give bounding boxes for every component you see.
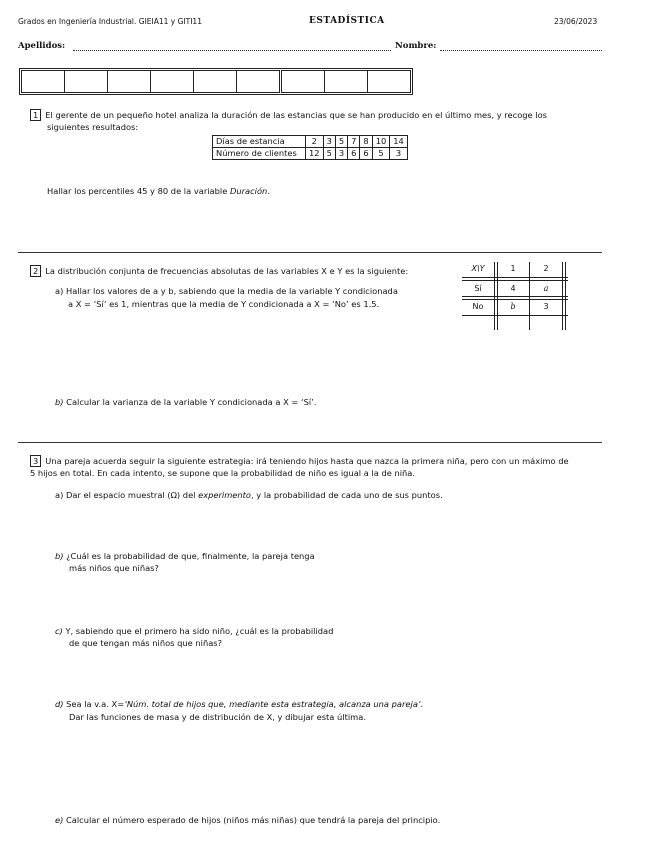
course-label: Grados en Ingeniería Industrial. GIEIA11 y GITI11 [18, 17, 202, 26]
table-cell: 10 [372, 136, 390, 148]
part-label: a) [55, 490, 64, 500]
q3-d-post: . [420, 699, 424, 709]
question-3 [30, 455, 606, 479]
divider [18, 252, 602, 253]
q3-d-italic: ‘Núm. total de hijos que, mediante esta estrategia, alcanza una pareja’ [124, 699, 421, 709]
grade-box-7[interactable] [281, 71, 325, 93]
joint-row-si: Sí [474, 284, 482, 293]
grade-box-2[interactable] [65, 71, 108, 93]
grade-box-5[interactable] [194, 71, 237, 93]
joint-cell: 4 [510, 284, 516, 293]
q2-b-text: Calcular la varianza de la variable Y condicionada a X = ‘Sí’. [66, 397, 317, 407]
grade-boxes [19, 68, 413, 95]
q1-task-variable: Duración [229, 186, 268, 196]
joint-cell: b [510, 302, 516, 311]
joint-col-2: 2 [543, 264, 549, 273]
q3-a-pre: Dar el espacio muestral (Ω) del [65, 490, 199, 500]
clients-row-label: Número de clientes [213, 148, 306, 160]
grade-box-9[interactable] [368, 71, 411, 93]
q2-a-line2: a X = ‘Sí’ es 1, mientras que la media de Y condicionada a X = ‘No’ es 1.5. [68, 299, 380, 309]
question-1 [30, 109, 604, 133]
grade-box-4[interactable] [151, 71, 194, 93]
grade-box-8[interactable] [325, 71, 368, 93]
table-cell: 5 [323, 148, 335, 160]
q1-text-line1: El gerente de un pequeño hotel analiza la duración de las estancias que se han producido en el último mes, y recoge los [45, 110, 547, 120]
table-cell: 14 [390, 136, 408, 148]
q3-a-post: , y la probabilidad de cada uno de sus puntos. [251, 490, 443, 500]
table-cell: 3 [323, 136, 335, 148]
q3-d-line2: Dar las funciones de masa y de distribución de X, y dibujar esta última. [69, 712, 366, 722]
exam-date: 23/06/2023 [554, 17, 598, 26]
q2-a-line1: Hallar los valores de a y b, sabiendo que la media de la variable Y condicionada [65, 286, 398, 296]
q3-part-e [55, 815, 440, 825]
q2-part-b [55, 397, 316, 407]
joint-corner: X\Y [471, 264, 485, 273]
table-cell: 7 [348, 136, 360, 148]
q3-e-text: Calcular el número esperado de hijos (niños más niñas) que tendrá la pareja del principio. [65, 815, 441, 825]
apellidos-field[interactable] [73, 50, 391, 51]
q3-b-line2: más niños que niñas? [69, 563, 159, 573]
part-label: e) [55, 815, 64, 825]
table-cell: 12 [306, 148, 324, 160]
q3-b-line1: ¿Cuál es la probabilidad de que, finalmente, la pareja tenga [66, 551, 315, 561]
part-label: b) [55, 551, 64, 561]
nombre-label: Nombre: [395, 41, 437, 51]
q3-c-line2: de que tengan más niños que niñas? [69, 638, 223, 648]
question-number: 1 [30, 109, 41, 121]
table-cell: 8 [360, 136, 372, 148]
joint-row-no: No [472, 302, 484, 311]
question-number: 3 [30, 455, 41, 467]
q3-intro-line2: 5 hijos en total. En cada intento, se supone que la probabilidad de niño es igual a la de niña. [30, 468, 416, 478]
joint-cell: a [543, 284, 549, 293]
q2-intro: La distribución conjunta de frecuencias absolutas de las variables X e Y es la siguiente: [45, 266, 409, 276]
page-title: ESTADÍSTICA [309, 16, 385, 26]
table-cell: 5 [335, 136, 347, 148]
q3-c-line1: Y, sabiendo que el primero ha sido niño, ¿cuál es la probabilidad [65, 626, 334, 636]
table-cell: 3 [390, 148, 408, 160]
grade-box-3[interactable] [108, 71, 151, 93]
q3-d-pre: Sea la v.a. X= [66, 699, 125, 709]
part-label: b) [55, 397, 64, 407]
table-cell: 6 [348, 148, 360, 160]
question-2 [30, 265, 450, 277]
stay-row-label: Días de estancia [213, 136, 306, 148]
q1-text-line2: siguientes resultados: [47, 122, 139, 132]
joint-cell: 3 [543, 302, 549, 311]
q3-intro-line1: Una pareja acuerda seguir la siguiente estrategia: irá teniendo hijos hasta que nazca la primera niña, pero con un máximo de [45, 456, 569, 466]
q3-part-b [55, 550, 315, 574]
q3-part-a [55, 490, 443, 500]
part-label: a) [55, 286, 64, 296]
joint-col-1: 1 [510, 264, 516, 273]
question-number: 2 [30, 265, 41, 277]
grade-box-1[interactable] [22, 71, 65, 93]
q1-task [47, 186, 270, 196]
q2-part-a [55, 285, 398, 311]
q3-part-c [55, 625, 333, 649]
table-cell: 5 [372, 148, 390, 160]
nombre-field[interactable] [440, 50, 602, 51]
q1-task-text: Hallar los percentiles 45 y 80 de la variable [47, 186, 230, 196]
grade-box-6[interactable] [237, 71, 281, 93]
stay-table [212, 135, 408, 160]
table-cell: 3 [335, 148, 347, 160]
q3-part-d [55, 698, 423, 724]
q3-a-italic: experimento [198, 490, 252, 500]
part-label: d) [55, 699, 64, 709]
apellidos-label: Apellidos: [18, 41, 66, 51]
q1-task-suffix: . [267, 186, 270, 196]
table-cell: 2 [306, 136, 324, 148]
part-label: c) [55, 626, 63, 636]
table-cell: 6 [360, 148, 372, 160]
divider [18, 442, 602, 443]
